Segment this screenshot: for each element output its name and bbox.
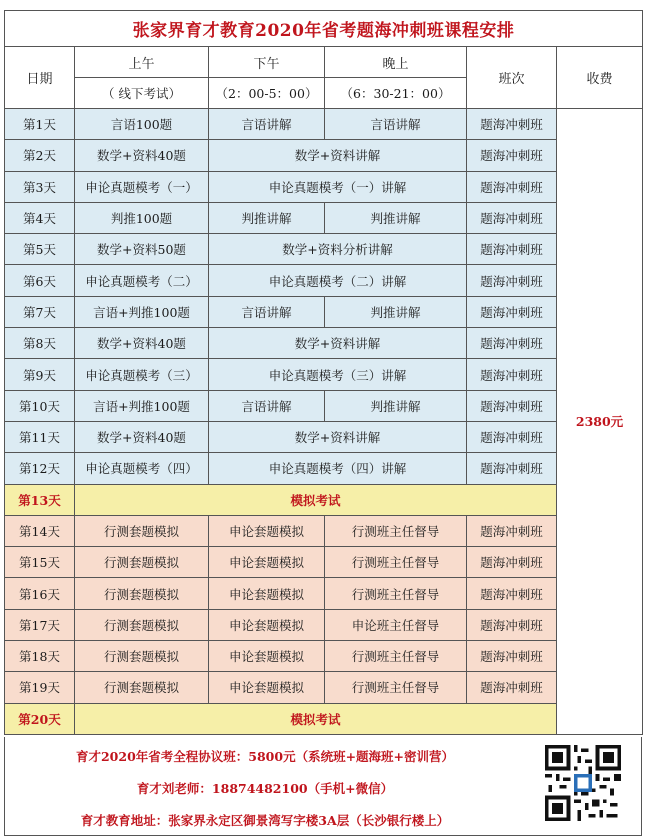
day-cell: 第15天 bbox=[5, 547, 75, 578]
session-cell: 行测班主任督导 bbox=[325, 547, 467, 578]
header-fee: 收费 bbox=[557, 47, 643, 109]
day-cell: 第4天 bbox=[5, 202, 75, 233]
schedule-row bbox=[5, 202, 643, 233]
day-cell: 第8天 bbox=[5, 328, 75, 359]
class-cell: 题海冲刺班 bbox=[467, 171, 557, 202]
session-cell: 申论真题模考（二）讲解 bbox=[209, 265, 467, 296]
session-cell: 言语讲解 bbox=[209, 109, 325, 140]
session-cell: 数学+资料讲解 bbox=[209, 421, 467, 452]
session-cell: 数学+资料50题 bbox=[75, 234, 209, 265]
day-cell: 第5天 bbox=[5, 234, 75, 265]
session-cell: 言语讲解 bbox=[209, 296, 325, 327]
header-class: 班次 bbox=[467, 47, 557, 109]
schedule-row bbox=[5, 641, 643, 672]
day-cell: 第18天 bbox=[5, 641, 75, 672]
class-cell: 题海冲刺班 bbox=[467, 234, 557, 265]
schedule-row bbox=[5, 109, 643, 140]
session-cell: 言语100题 bbox=[75, 109, 209, 140]
footer-info bbox=[4, 737, 642, 836]
header-morning: 上午 bbox=[75, 47, 209, 78]
header-date: 日期 bbox=[5, 47, 75, 109]
class-cell: 题海冲刺班 bbox=[467, 609, 557, 640]
session-cell: 申论真题模考（三）讲解 bbox=[209, 359, 467, 390]
class-cell: 题海冲刺班 bbox=[467, 296, 557, 327]
day-cell: 第10天 bbox=[5, 390, 75, 421]
session-cell: 行测套题模拟 bbox=[75, 515, 209, 546]
session-cell: 言语讲解 bbox=[325, 109, 467, 140]
session-cell: 行测套题模拟 bbox=[75, 609, 209, 640]
class-cell: 题海冲刺班 bbox=[467, 421, 557, 452]
session-cell: 申论班主任督导 bbox=[325, 609, 467, 640]
session-cell: 数学+资料讲解 bbox=[209, 328, 467, 359]
class-cell: 题海冲刺班 bbox=[467, 265, 557, 296]
schedule-row bbox=[5, 265, 643, 296]
header-evening: 晚上 bbox=[325, 47, 467, 78]
session-cell: 行测套题模拟 bbox=[75, 547, 209, 578]
class-cell: 题海冲刺班 bbox=[467, 109, 557, 140]
session-cell: 判推100题 bbox=[75, 202, 209, 233]
schedule-row bbox=[5, 140, 643, 171]
fee-cell: 2380元 bbox=[557, 109, 643, 735]
day-cell: 第1天 bbox=[5, 109, 75, 140]
schedule-row bbox=[5, 390, 643, 421]
class-cell: 题海冲刺班 bbox=[467, 547, 557, 578]
class-cell: 题海冲刺班 bbox=[467, 140, 557, 171]
schedule-table bbox=[4, 10, 643, 735]
session-cell: 言语+判推100题 bbox=[75, 390, 209, 421]
session-cell: 申论套题模拟 bbox=[209, 547, 325, 578]
day-cell: 第3天 bbox=[5, 171, 75, 202]
session-cell: 行测班主任督导 bbox=[325, 578, 467, 609]
schedule-row bbox=[5, 171, 643, 202]
class-cell: 题海冲刺班 bbox=[467, 453, 557, 484]
session-cell: 申论套题模拟 bbox=[209, 641, 325, 672]
session-cell: 数学+资料40题 bbox=[75, 328, 209, 359]
session-cell: 判推讲解 bbox=[325, 296, 467, 327]
schedule-row bbox=[5, 578, 643, 609]
session-cell: 行测套题模拟 bbox=[75, 672, 209, 703]
session-cell: 言语+判推100题 bbox=[75, 296, 209, 327]
class-cell: 题海冲刺班 bbox=[467, 641, 557, 672]
session-cell: 申论真题模考（一） bbox=[75, 171, 209, 202]
header-morning-sub: （ 线下考试） bbox=[75, 78, 209, 109]
session-cell: 申论真题模考（二） bbox=[75, 265, 209, 296]
session-cell: 行测套题模拟 bbox=[75, 641, 209, 672]
class-cell: 题海冲刺班 bbox=[467, 515, 557, 546]
schedule-row bbox=[5, 421, 643, 452]
schedule-row bbox=[5, 453, 643, 484]
session-cell: 申论真题模考（一）讲解 bbox=[209, 171, 467, 202]
schedule-row bbox=[5, 609, 643, 640]
day-cell: 第6天 bbox=[5, 265, 75, 296]
session-cell: 行测班主任督导 bbox=[325, 515, 467, 546]
session-cell: 判推讲解 bbox=[209, 202, 325, 233]
header-afternoon: 下午 bbox=[209, 47, 325, 78]
day-cell: 第7天 bbox=[5, 296, 75, 327]
day-cell: 第12天 bbox=[5, 453, 75, 484]
schedule-row bbox=[5, 547, 643, 578]
session-cell: 言语讲解 bbox=[209, 390, 325, 421]
exam-cell: 模拟考试 bbox=[75, 484, 557, 515]
session-cell: 数学+资料讲解 bbox=[209, 140, 467, 171]
day-cell: 第9天 bbox=[5, 359, 75, 390]
session-cell: 数学+资料分析讲解 bbox=[209, 234, 467, 265]
day-cell: 第20天 bbox=[5, 703, 75, 734]
footer-contact-line: 育才刘老师：18874482100（手机+微信） bbox=[136, 781, 394, 796]
header-evening-sub: （6：30-21：00） bbox=[325, 78, 467, 109]
session-cell: 数学+资料40题 bbox=[75, 421, 209, 452]
session-cell: 申论套题模拟 bbox=[209, 515, 325, 546]
schedule-row bbox=[5, 672, 643, 703]
footer-package-line: 育才2020年省考全程协议班：5800元（系统班+题海班+密训营） bbox=[75, 749, 455, 764]
session-cell: 申论真题模考（三） bbox=[75, 359, 209, 390]
day-cell: 第13天 bbox=[5, 484, 75, 515]
class-cell: 题海冲刺班 bbox=[467, 328, 557, 359]
class-cell: 题海冲刺班 bbox=[467, 202, 557, 233]
session-cell: 行测套题模拟 bbox=[75, 578, 209, 609]
exam-cell: 模拟考试 bbox=[75, 703, 557, 734]
day-cell: 第11天 bbox=[5, 421, 75, 452]
schedule-row bbox=[5, 296, 643, 327]
session-cell: 申论套题模拟 bbox=[209, 609, 325, 640]
schedule-row bbox=[5, 234, 643, 265]
session-cell: 数学+资料40题 bbox=[75, 140, 209, 171]
qr-code-icon bbox=[545, 745, 621, 821]
session-cell: 行测班主任督导 bbox=[325, 672, 467, 703]
schedule-row bbox=[5, 328, 643, 359]
schedule-row bbox=[5, 703, 643, 734]
class-cell: 题海冲刺班 bbox=[467, 578, 557, 609]
session-cell: 行测班主任督导 bbox=[325, 641, 467, 672]
day-cell: 第17天 bbox=[5, 609, 75, 640]
session-cell: 申论真题模考（四）讲解 bbox=[209, 453, 467, 484]
session-cell: 申论套题模拟 bbox=[209, 578, 325, 609]
schedule-row bbox=[5, 515, 643, 546]
day-cell: 第2天 bbox=[5, 140, 75, 171]
session-cell: 判推讲解 bbox=[325, 202, 467, 233]
class-cell: 题海冲刺班 bbox=[467, 672, 557, 703]
header-afternoon-sub: （2：00-5：00） bbox=[209, 78, 325, 109]
schedule-row bbox=[5, 359, 643, 390]
session-cell: 申论套题模拟 bbox=[209, 672, 325, 703]
session-cell: 申论真题模考（四） bbox=[75, 453, 209, 484]
class-cell: 题海冲刺班 bbox=[467, 390, 557, 421]
day-cell: 第16天 bbox=[5, 578, 75, 609]
class-cell: 题海冲刺班 bbox=[467, 359, 557, 390]
schedule-row bbox=[5, 484, 643, 515]
page-title: 张家界育才教育2020年省考题海冲刺班课程安排 bbox=[5, 11, 643, 47]
session-cell: 判推讲解 bbox=[325, 390, 467, 421]
day-cell: 第19天 bbox=[5, 672, 75, 703]
day-cell: 第14天 bbox=[5, 515, 75, 546]
footer-address-line: 育才教育地址：张家界永定区御景湾写字楼3A层（长沙银行楼上） bbox=[80, 813, 450, 828]
